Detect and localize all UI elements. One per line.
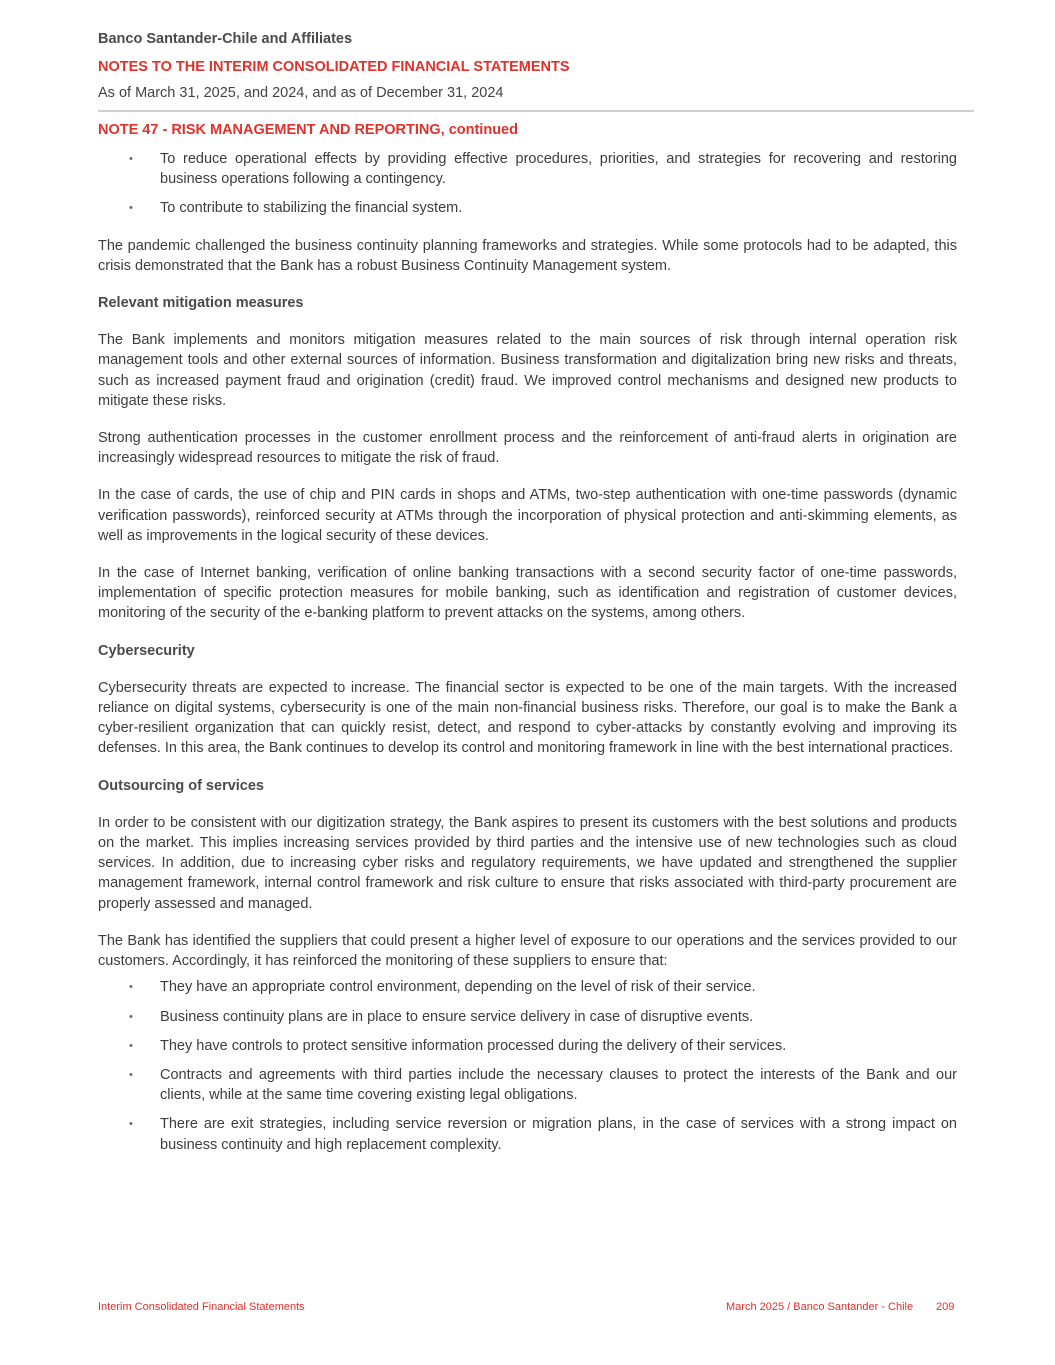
- list-item: • There are exit strategies, including service reversion or migration plans, in the case of services with a strong impact on business continuity and high replacement complexity.: [98, 1114, 957, 1154]
- paragraph-pandemic: The pandemic challenged the business continuity planning frameworks and strategies. While some protocols had to be adapted, this crisis demonstrated that the Bank has a robust Business Continuity Management system.: [98, 237, 957, 274]
- paragraph: In order to be consistent with our digitization strategy, the Bank aspires to present its customers with the best solutions and products on the market. This implies increasing services provided by third parties and the intensive use of new technologies such as cloud services. In addition, due to increasing cyber risks and regulatory requirements, we have updated and strengthened the supplier management framework, internal control framework and risk culture to ensure that risks associated with third-party procurement are properly assessed and managed.: [98, 814, 957, 912]
- list-item: • To reduce operational effects by providing effective procedures, priorities, and strategies for recovering and restoring business operations following a contingency.: [98, 149, 957, 189]
- paragraph: The Bank has identified the suppliers that could present a higher level of exposure to our operations and the services provided to our customers. Accordingly, it has reinforced the monitoring of these suppliers to ensure that:: [98, 932, 957, 970]
- list-item: • To contribute to stabilizing the financial system.: [98, 198, 957, 218]
- heading-mitigation: Relevant mitigation measures: [98, 295, 304, 312]
- document-body: [98, 149, 957, 1164]
- company-name: Banco Santander-Chile and Affiliates: [98, 31, 353, 47]
- footer-edition: March 2025 / Banco Santander - Chile: [726, 1301, 914, 1313]
- list-item: • Contracts and agreements with third parties include the necessary clauses to protect the interests of the Bank and our clients, while at the same time covering existing legal obligations.: [98, 1065, 957, 1105]
- supplier-bullet-list: [98, 977, 957, 1154]
- paragraph: In the case of cards, the use of chip and PIN cards in shops and ATMs, two-step authentication with one-time passwords (dynamic verification passwords), reinforced security at ATMs through the incorporation of physical protection and anti-skimming elements, as well as improvements in the logical security of these devices.: [98, 487, 957, 544]
- heading-outsourcing: Outsourcing of services: [98, 777, 264, 794]
- list-item: • They have an appropriate control environment, depending on the level of risk of their service.: [98, 977, 957, 997]
- list-item: • They have controls to protect sensitive information processed during the delivery of their services.: [98, 1036, 957, 1056]
- intro-bullet-list: [98, 149, 957, 219]
- paragraph: Strong authentication processes in the customer enrollment process and the reinforcement of anti-fraud alerts in origination are increasingly widespread resources to mitigate the risk of fraud.: [98, 430, 957, 467]
- heading-cybersecurity: Cybersecurity: [98, 642, 195, 659]
- notes-title: NOTES TO THE INTERIM CONSOLIDATED FINANCIAL STATEMENTS: [98, 59, 570, 75]
- header-divider: [98, 110, 974, 112]
- paragraph: Cybersecurity threats are expected to increase. The financial sector is expected to be one of the main targets. With the increased reliance on digital systems, cybersecurity is one of the main non-financial business risks. Therefore, our goal is to make the Bank a cyber-resilient organization that can quickly resist, detect, and respond to cyber-attacks by constantly evolving and improving its defenses. In this area, the Bank continues to develop its control and monitoring framework in line with the best international practices.: [98, 679, 957, 757]
- note-title: NOTE 47 - RISK MANAGEMENT AND REPORTING, continued: [98, 122, 518, 138]
- as-of-date: As of March 31, 2025, and 2024, and as of December 31, 2024: [98, 85, 504, 101]
- footer-document-title: Interim Consolidated Financial Statements: [98, 1301, 305, 1313]
- list-item: • Business continuity plans are in place to ensure service delivery in case of disruptive events.: [98, 1007, 957, 1027]
- paragraph: In the case of Internet banking, verification of online banking transactions with a second security factor of one-time passwords, implementation of specific protection measures for mobile banking, such as identification and registration of customer devices, monitoring of the security of the e-banking platform to prevent attacks on the systems, among others.: [98, 565, 957, 622]
- paragraph: The Bank implements and monitors mitigation measures related to the main sources of risk through internal operation risk management tools and other external sources of information. Business transformation and digitalization bring new risks and threats, such as increased payment fraud and origination (credit) fraud. We improved control mechanisms and designed new products to mitigate these risks.: [98, 332, 957, 409]
- page-number: 209: [936, 1301, 955, 1313]
